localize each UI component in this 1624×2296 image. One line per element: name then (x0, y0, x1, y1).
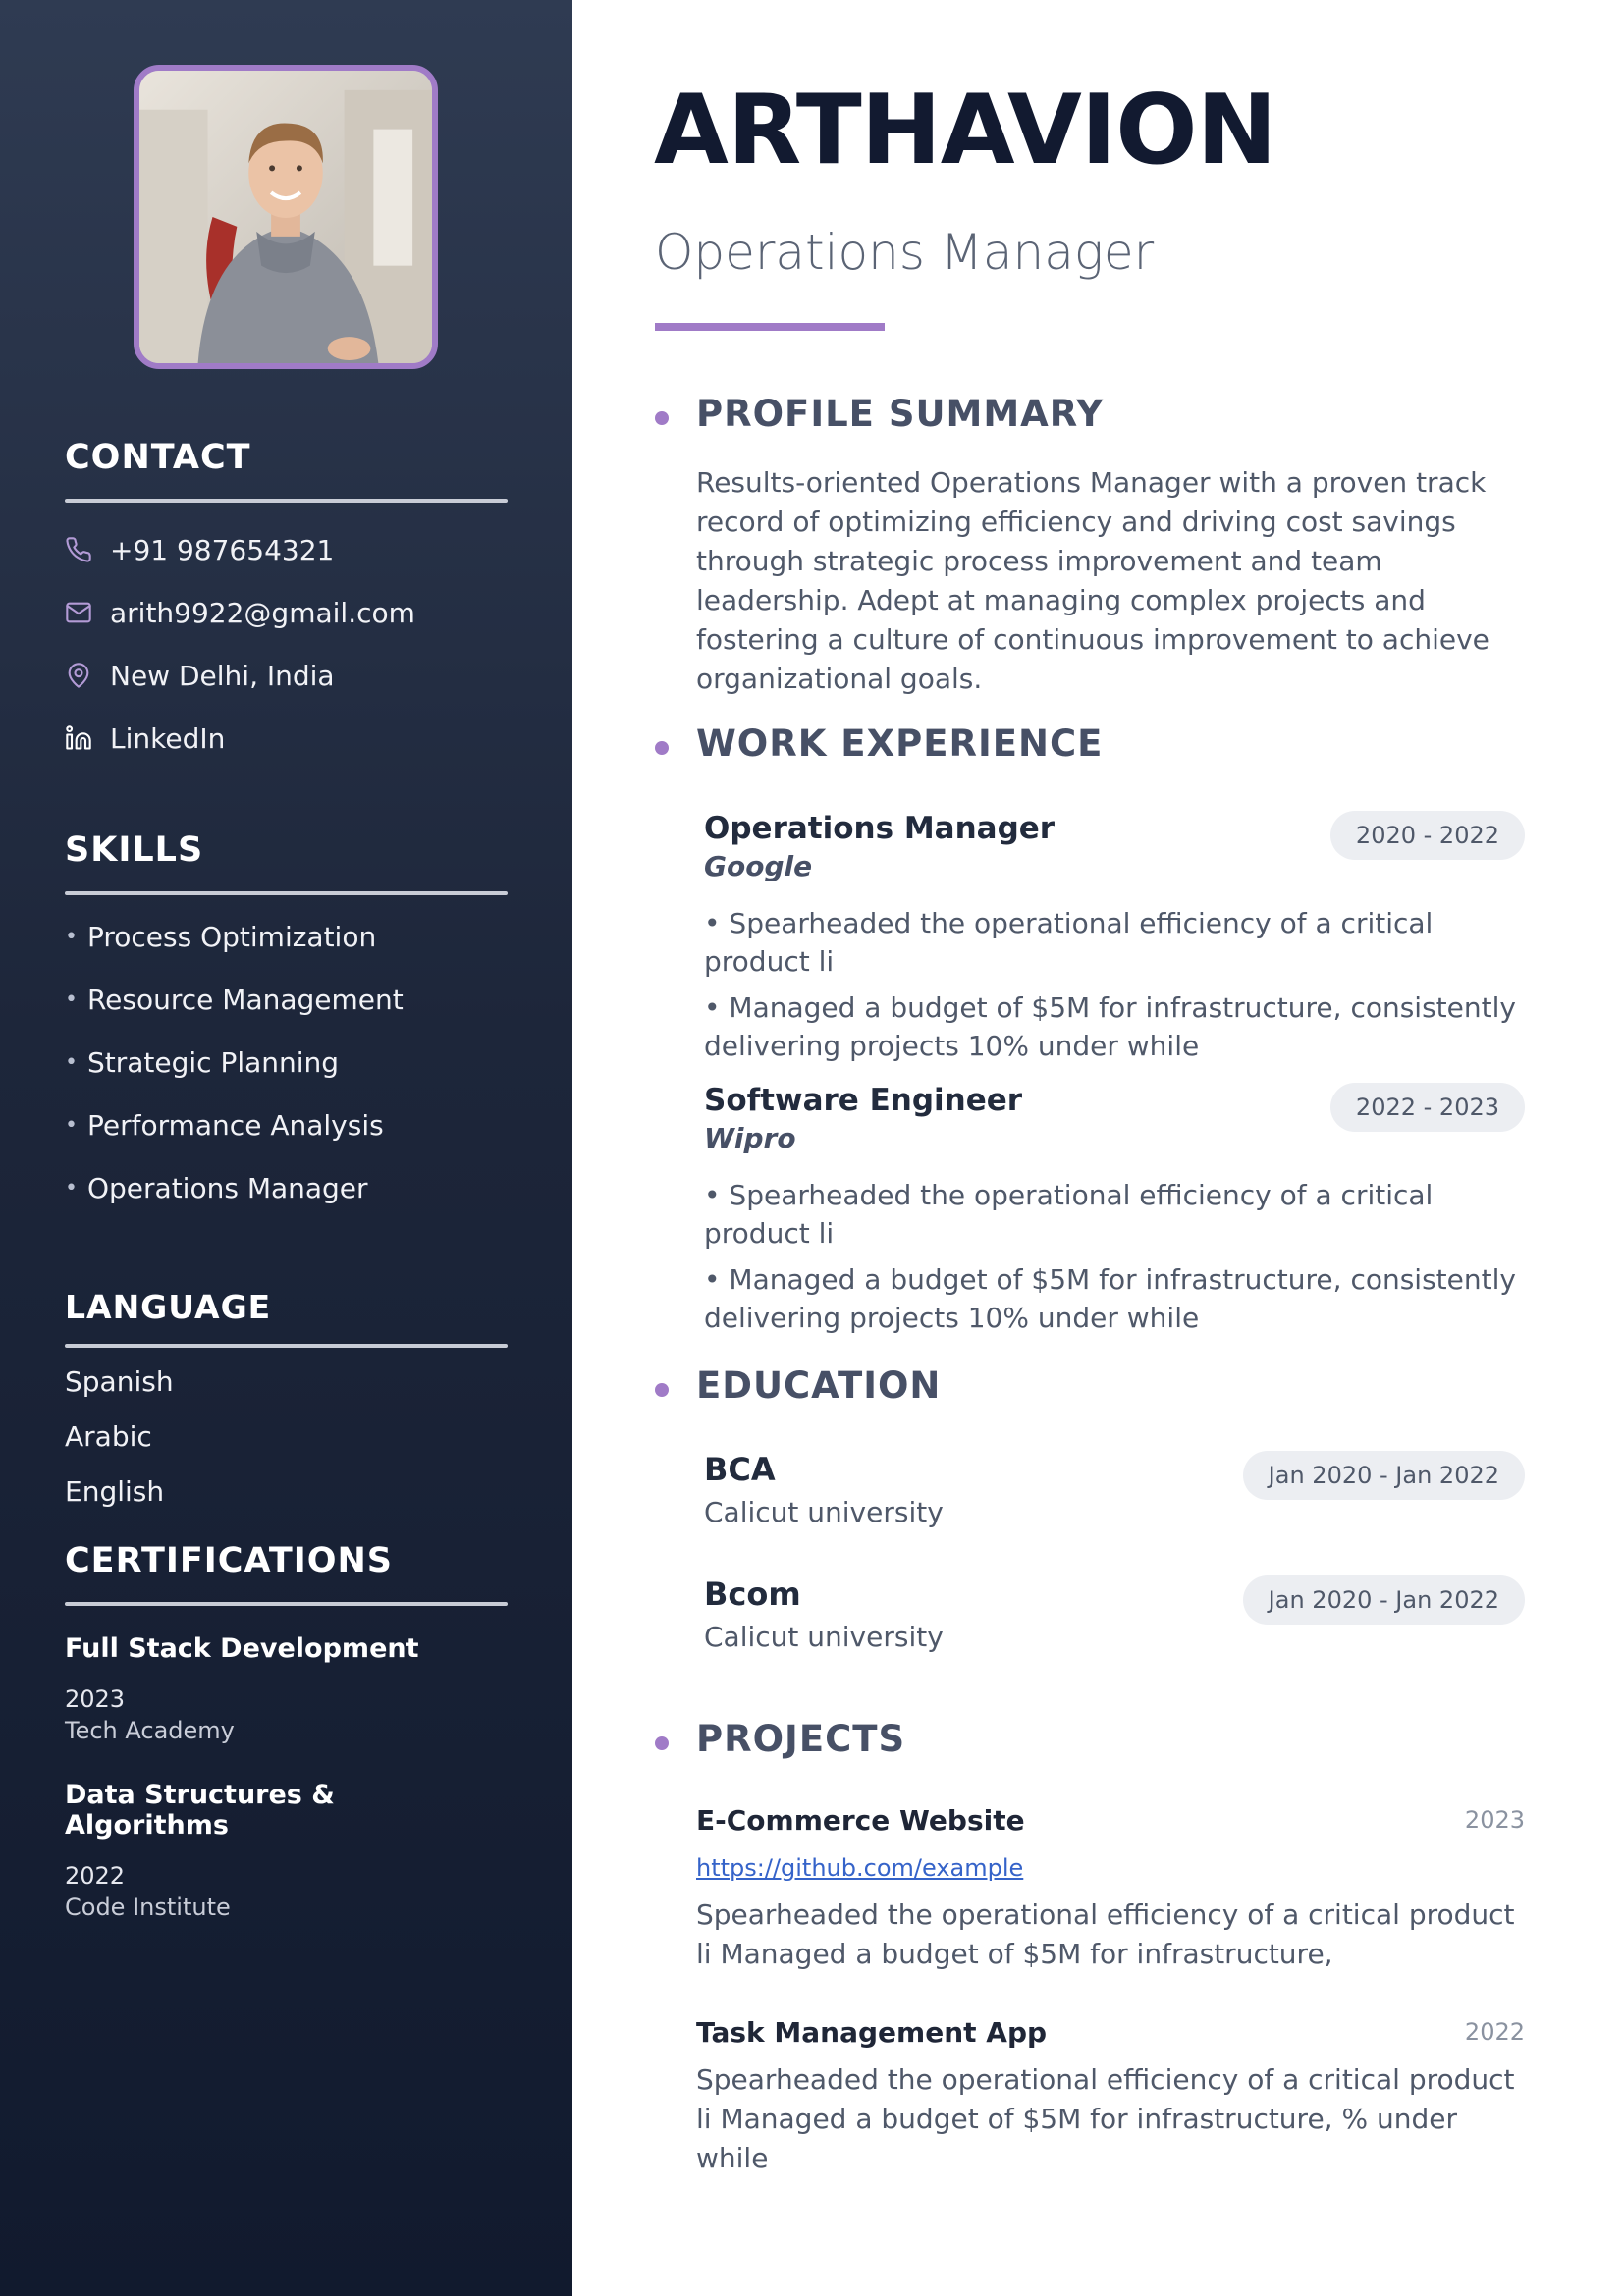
skills-heading: SKILLS (65, 830, 204, 870)
education-university: Calicut university (704, 1496, 944, 1528)
skill-item: • Process Optimization (65, 920, 377, 953)
language-divider (65, 1344, 508, 1348)
contact-section (65, 438, 508, 770)
projects-heading: PROJECTS (655, 1718, 905, 1760)
job-company: Wipro (704, 1122, 796, 1154)
section-bullet-icon (655, 1383, 669, 1397)
job-entry (704, 811, 1525, 1065)
job-bullet: • Spearheaded the operational efficiency of a critical product li (704, 907, 1434, 978)
skill-item: • Strategic Planning (65, 1045, 340, 1079)
job-title: Software Engineer (704, 1083, 1023, 1118)
job-bullet: • Spearheaded the operational efficiency of a critical product li (704, 1179, 1434, 1250)
job-bullet: • Managed a budget of $5M for infrastructure, consistently delivering projects 10% under while (704, 991, 1516, 1062)
contact-heading: CONTACT (65, 438, 251, 477)
phone-icon (65, 535, 94, 564)
job-bullets (704, 904, 1525, 1065)
summary-heading: PROFILE SUMMARY (655, 393, 1104, 435)
education-entry (704, 1575, 1525, 1653)
certifications-section (65, 1541, 508, 1921)
linkedin-icon (65, 723, 94, 753)
project-title: E-Commerce Website (696, 1804, 1025, 1837)
profile-photo (134, 65, 438, 369)
project-entry (696, 2016, 1525, 2178)
job-company: Google (704, 850, 813, 882)
project-entry (696, 1804, 1525, 1974)
contact-email[interactable] (65, 581, 508, 644)
job-bullets (704, 1176, 1525, 1337)
job-bullet: • Managed a budget of $5M for infrastructure, consistently delivering projects 10% under while (704, 1263, 1516, 1334)
certifications-divider (65, 1602, 508, 1606)
map-pin-icon (65, 661, 94, 690)
certifications-heading: CERTIFICATIONS (65, 1541, 394, 1580)
certification-item (65, 1780, 508, 1921)
experience-heading: WORK EXPERIENCE (655, 722, 1103, 765)
contact-divider (65, 499, 508, 503)
sidebar (0, 0, 572, 2296)
section-bullet-icon (655, 411, 669, 425)
certification-year: 2023 (65, 1685, 126, 1713)
language-item: Spanish (65, 1364, 174, 1398)
contact-location (65, 644, 508, 707)
main-content (572, 0, 1624, 2296)
contact-phone[interactable] (65, 518, 508, 581)
profile-photo-illustration (139, 71, 432, 363)
education-university: Calicut university (704, 1621, 944, 1653)
language-item: English (65, 1474, 165, 1508)
education-degree: BCA (704, 1451, 776, 1488)
education-entry (704, 1451, 1525, 1528)
project-year: 2023 (1464, 1806, 1525, 1834)
project-link[interactable]: https://github.com/example (696, 1854, 1024, 1882)
education-dates-badge: Jan 2020 - Jan 2022 (1243, 1575, 1525, 1625)
project-description: Spearheaded the operational efficiency of a critical product li Managed a budget of $5M for infrastructure, % under while (696, 2063, 1515, 2174)
accent-bar (655, 323, 885, 331)
project-title: Task Management App (696, 2016, 1048, 2049)
certification-org: Code Institute (65, 1894, 231, 1921)
project-description: Spearheaded the operational efficiency of a critical product li Managed a budget of $5M for infrastructure, (696, 1898, 1515, 1970)
linkedin-text: LinkedIn (110, 721, 226, 755)
language-heading: LANGUAGE (65, 1288, 272, 1326)
mail-icon (65, 598, 94, 627)
skill-item: • Operations Manager (65, 1171, 368, 1204)
location-text: New Delhi, India (110, 659, 335, 692)
job-title: Operations Manager (704, 811, 1056, 846)
skill-item: • Performance Analysis (65, 1108, 384, 1142)
certification-org: Tech Academy (65, 1717, 235, 1744)
phone-text: +91 987654321 (110, 533, 335, 566)
job-dates-badge: 2020 - 2022 (1330, 811, 1525, 860)
contact-linkedin[interactable] (65, 707, 508, 770)
certification-title: Full Stack Development (65, 1633, 419, 1664)
section-bullet-icon (655, 1736, 669, 1750)
section-bullet-icon (655, 741, 669, 755)
project-year: 2022 (1464, 2018, 1525, 2046)
job-entry (704, 1083, 1525, 1337)
certification-year: 2022 (65, 1862, 126, 1890)
education-dates-badge: Jan 2020 - Jan 2022 (1243, 1451, 1525, 1500)
person-role: Operations Manager (655, 224, 1155, 281)
skills-divider (65, 891, 508, 895)
email-text: arith9922@gmail.com (110, 596, 415, 629)
job-dates-badge: 2022 - 2023 (1330, 1083, 1525, 1132)
skills-section (65, 830, 508, 1219)
person-name: ARTHAVION (654, 75, 1276, 187)
education-heading: EDUCATION (655, 1364, 941, 1407)
summary-text: Results-oriented Operations Manager with a proven track record of optimizing efficiency and driving cost savings through strategic process improvement and team leadership. Adept at managing complex projects and fostering a culture of continuous improvement to achieve organizational goals. (696, 466, 1489, 695)
language-section (65, 1288, 508, 1519)
education-degree: Bcom (704, 1575, 801, 1613)
language-item: Arabic (65, 1419, 152, 1453)
certification-item (65, 1633, 508, 1744)
skill-item: • Resource Management (65, 983, 404, 1016)
certification-title: Data Structures & Algorithms (65, 1780, 335, 1841)
